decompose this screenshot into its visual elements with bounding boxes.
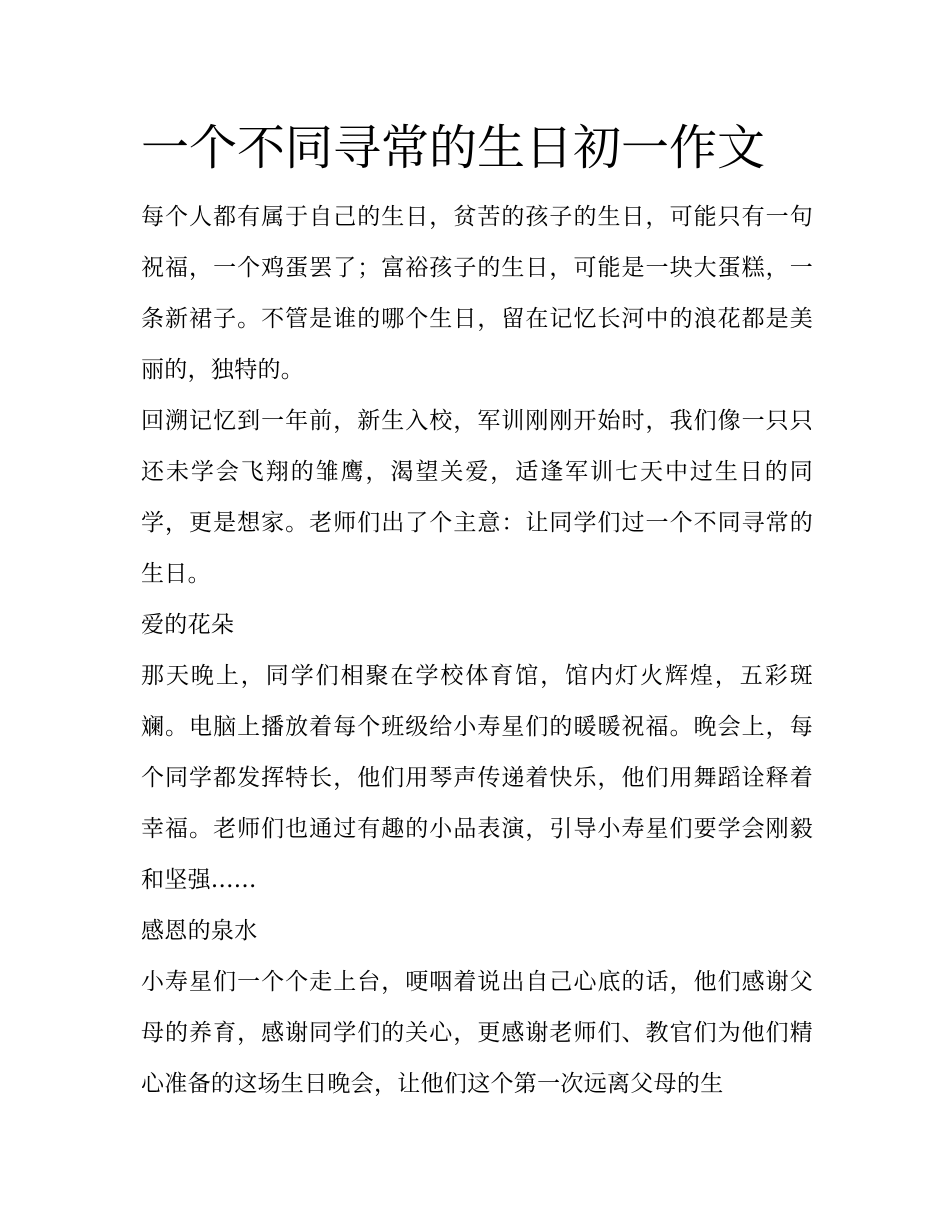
paragraph-birthday-intro: 每个人都有属于自己的生日，贫苦的孩子的生日，可能只有一句祝福，一个鸡蛋罢了；富裕孩子的生日，可能是一块大蛋糕，一条新裙子。不管是谁的哪个生日，留在记忆长河中的浪花都是美丽的，独特的。 bbox=[141, 204, 813, 383]
document-body bbox=[141, 112, 813, 1110]
paragraph-birthday-stars-thanks: 小寿星们一个个走上台，哽咽着说出自己心底的话，他们感谢父母的养育，感谢同学们的关心，更感谢老师们、教官们为他们精心准备的这场生日晚会，让他们这个第一次远离父母的生 bbox=[141, 969, 813, 1097]
document-title: 一个不同寻常的生日初一作文 bbox=[141, 120, 766, 176]
paragraph-military-training: 回溯记忆到一年前，新生入校，军训刚刚开始时，我们像一只只还未学会飞翔的雏鹰，渴望关爱，适逢军训七天中过生日的同学，更是想家。老师们出了个主意：让同学们过一个不同寻常的生日。 bbox=[141, 408, 813, 587]
section-heading-gratitude-spring: 感恩的泉水 bbox=[141, 918, 258, 944]
section-heading-love-flowers: 爱的花朵 bbox=[141, 612, 235, 638]
paragraph-evening-party: 那天晚上，同学们相聚在学校体育馆，馆内灯火辉煌，五彩斑斓。电脑上播放着每个班级给小寿星们的暖暖祝福。晚会上，每个同学都发挥特长，他们用琴声传递着快乐，他们用舞蹈诠释着幸福。老师们也通过有趣的小品表演，引导小寿星们要学会刚毅和坚强...... bbox=[141, 663, 813, 893]
